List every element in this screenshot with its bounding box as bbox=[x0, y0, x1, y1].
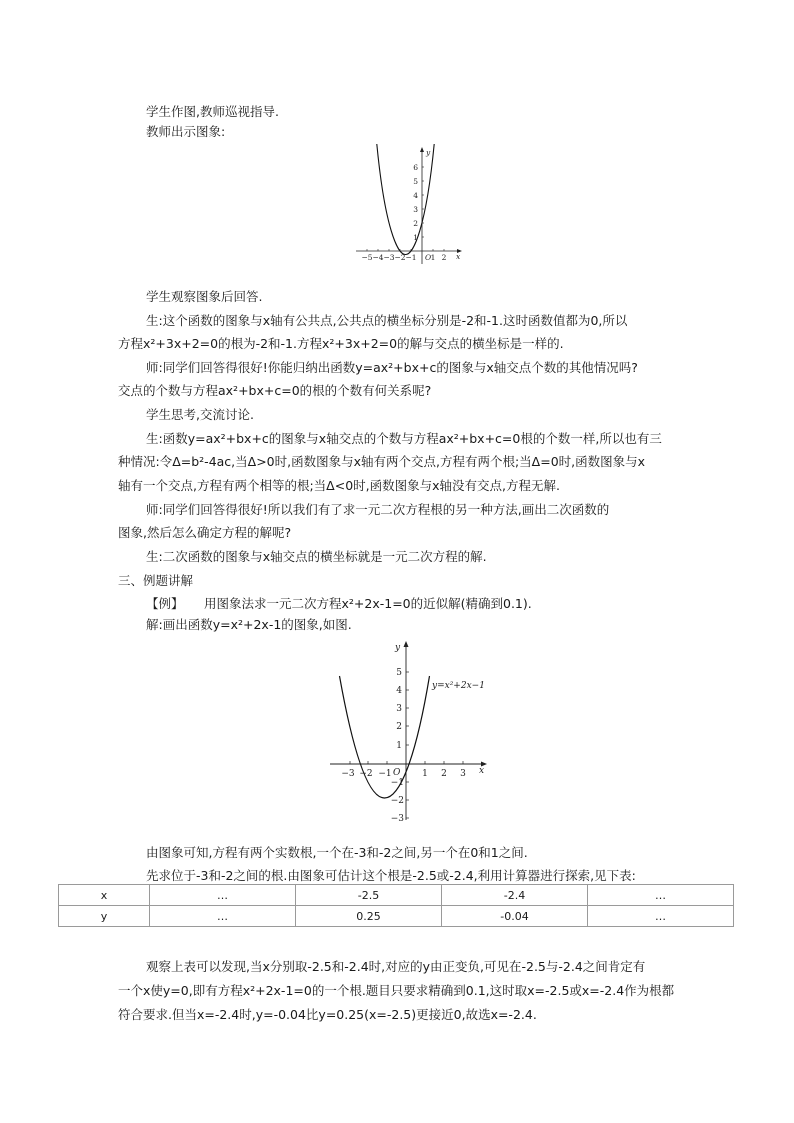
table-cell: … bbox=[588, 885, 734, 906]
g2-xtick: 1 bbox=[422, 769, 428, 779]
para-conclusion-2: 先求位于-3和-2之间的根.由图象可估计这个根是-2.5或-2.4,利用计算器进行探索,见下表: bbox=[146, 868, 636, 883]
para-student-observe: 学生观察图象后回答. bbox=[146, 289, 263, 304]
g2-curve-label: y=x²+2x−1 bbox=[432, 681, 485, 691]
table-row bbox=[59, 885, 734, 906]
para-student-answer-2: 生:函数y=ax²+bx+c的图象与x轴交点的个数与方程ax²+bx+c=0根的个数一样,所以也有三 bbox=[146, 431, 662, 446]
g1-ytick: 4 bbox=[413, 191, 418, 200]
g1-xtick: 1 bbox=[430, 253, 436, 262]
table-cell: … bbox=[150, 906, 296, 927]
para-student-answer-1: 生:这个函数的图象与x轴有公共点,公共点的横坐标分别是-2和-1.这时函数值都为0,所以 bbox=[146, 313, 628, 328]
g2-xtick: 3 bbox=[460, 769, 466, 779]
para-teacher-2b: 图象,然后怎么确定方程的解呢? bbox=[118, 525, 292, 540]
g1-origin: O bbox=[425, 253, 432, 262]
g2-ytick: 2 bbox=[396, 722, 402, 732]
g1-axis-x: x bbox=[456, 252, 461, 261]
table-cell: -0.04 bbox=[442, 906, 588, 927]
g1-xtick: −5 bbox=[361, 253, 373, 262]
section-heading: 三、例题讲解 bbox=[118, 573, 194, 588]
g1-xtick: −1 bbox=[405, 253, 417, 262]
para-student-draw: 学生作图,教师巡视指导. bbox=[146, 104, 279, 119]
para-conclusion-1: 由图象可知,方程有两个实数根,一个在-3和-2之间,另一个在0和1之间. bbox=[146, 845, 528, 860]
table-row bbox=[59, 906, 734, 927]
g1-ytick: 6 bbox=[413, 163, 418, 172]
g1-ytick: 3 bbox=[413, 205, 418, 214]
para-student-answer-2c: 轴有一个交点,方程有两个相等的根;当Δ<0时,函数图象与x轴没有交点,方程无解. bbox=[118, 478, 560, 493]
para-student-answer-3: 生:二次函数的图象与x轴交点的横坐标就是一元二次方程的解. bbox=[146, 549, 487, 564]
calc-table bbox=[58, 884, 734, 927]
para-observe-2: 一个x使y=0,即有方程x²+2x-1=0的一个根.题目只要求精确到0.1,这时取x=-2.5或x=-2.4作为根都 bbox=[118, 983, 675, 998]
g2-xtick: −1 bbox=[378, 769, 392, 779]
table-cell: y bbox=[59, 906, 150, 927]
g2-ytick: −3 bbox=[390, 814, 404, 822]
g1-xtick: −2 bbox=[394, 253, 406, 262]
g1-xtick: −4 bbox=[372, 253, 384, 262]
para-observe-3: 符合要求.但当x=-2.4时,y=-0.04比y=0.25(x=-2.5)更接近0,故选x=-2.4. bbox=[118, 1007, 537, 1022]
g2-ytick: 5 bbox=[396, 668, 402, 678]
g1-ytick: 1 bbox=[413, 233, 418, 242]
para-teacher-2: 师:同学们回答得很好!所以我们有了求一元二次方程根的另一种方法,画出二次函数的 bbox=[146, 502, 610, 517]
para-observe-1: 观察上表可以发现,当x分别取-2.5和-2.4时,对应的y由正变负,可见在-2.5与-2.4之间肯定有 bbox=[146, 959, 646, 974]
table-cell: 0.25 bbox=[296, 906, 442, 927]
table-cell: x bbox=[59, 885, 150, 906]
g1-ytick: 2 bbox=[413, 219, 418, 228]
para-student-discuss: 学生思考,交流讨论. bbox=[146, 407, 254, 422]
table-cell: … bbox=[150, 885, 296, 906]
g2-ytick: 1 bbox=[396, 741, 402, 751]
table-cell: … bbox=[588, 906, 734, 927]
para-teacher-1b: 交点的个数与方程ax²+bx+c=0的根的个数有何关系呢? bbox=[118, 383, 432, 398]
para-teacher-show: 教师出示图象: bbox=[146, 124, 226, 139]
example-tag: 【例】 bbox=[146, 596, 184, 611]
g2-axis-x: x bbox=[479, 766, 485, 776]
table-cell: -2.5 bbox=[296, 885, 442, 906]
g2-ytick: −2 bbox=[390, 796, 404, 806]
g2-ytick: −1 bbox=[390, 778, 404, 788]
example-text: 用图象法求一元二次方程x²+2x-1=0的近似解(精确到0.1). bbox=[204, 596, 532, 611]
graph-quadratic-1 bbox=[352, 144, 468, 266]
table-cell: -2.4 bbox=[442, 885, 588, 906]
g1-ytick: 5 bbox=[413, 177, 418, 186]
g2-xtick: −3 bbox=[341, 769, 355, 779]
graph-quadratic-2 bbox=[330, 636, 490, 822]
para-student-answer-1b: 方程x²+3x+2=0的根为-2和-1.方程x²+3x+2=0的解与交点的横坐标是一样的. bbox=[118, 336, 564, 351]
g1-axis-y: y bbox=[426, 148, 431, 157]
g2-axis-y: y bbox=[395, 643, 401, 653]
para-teacher-1: 师:同学们回答得很好!你能归纳出函数y=ax²+bx+c的图象与x轴交点个数的其他情况吗? bbox=[146, 360, 638, 375]
solution-text: 解:画出函数y=x²+2x-1的图象,如图. bbox=[146, 617, 352, 632]
g2-xtick: −2 bbox=[359, 769, 373, 779]
para-student-answer-2b: 种情况:令Δ=b²-4ac,当Δ>0时,函数图象与x轴有两个交点,方程有两个根;当Δ=0时,函数图象与x bbox=[118, 454, 646, 469]
g1-xtick: −3 bbox=[383, 253, 395, 262]
g2-ytick: 3 bbox=[396, 704, 402, 714]
g2-ytick: 4 bbox=[396, 686, 402, 696]
g2-origin: O bbox=[393, 768, 401, 778]
g2-xtick: 2 bbox=[441, 769, 447, 779]
g1-xtick: 2 bbox=[441, 253, 447, 262]
